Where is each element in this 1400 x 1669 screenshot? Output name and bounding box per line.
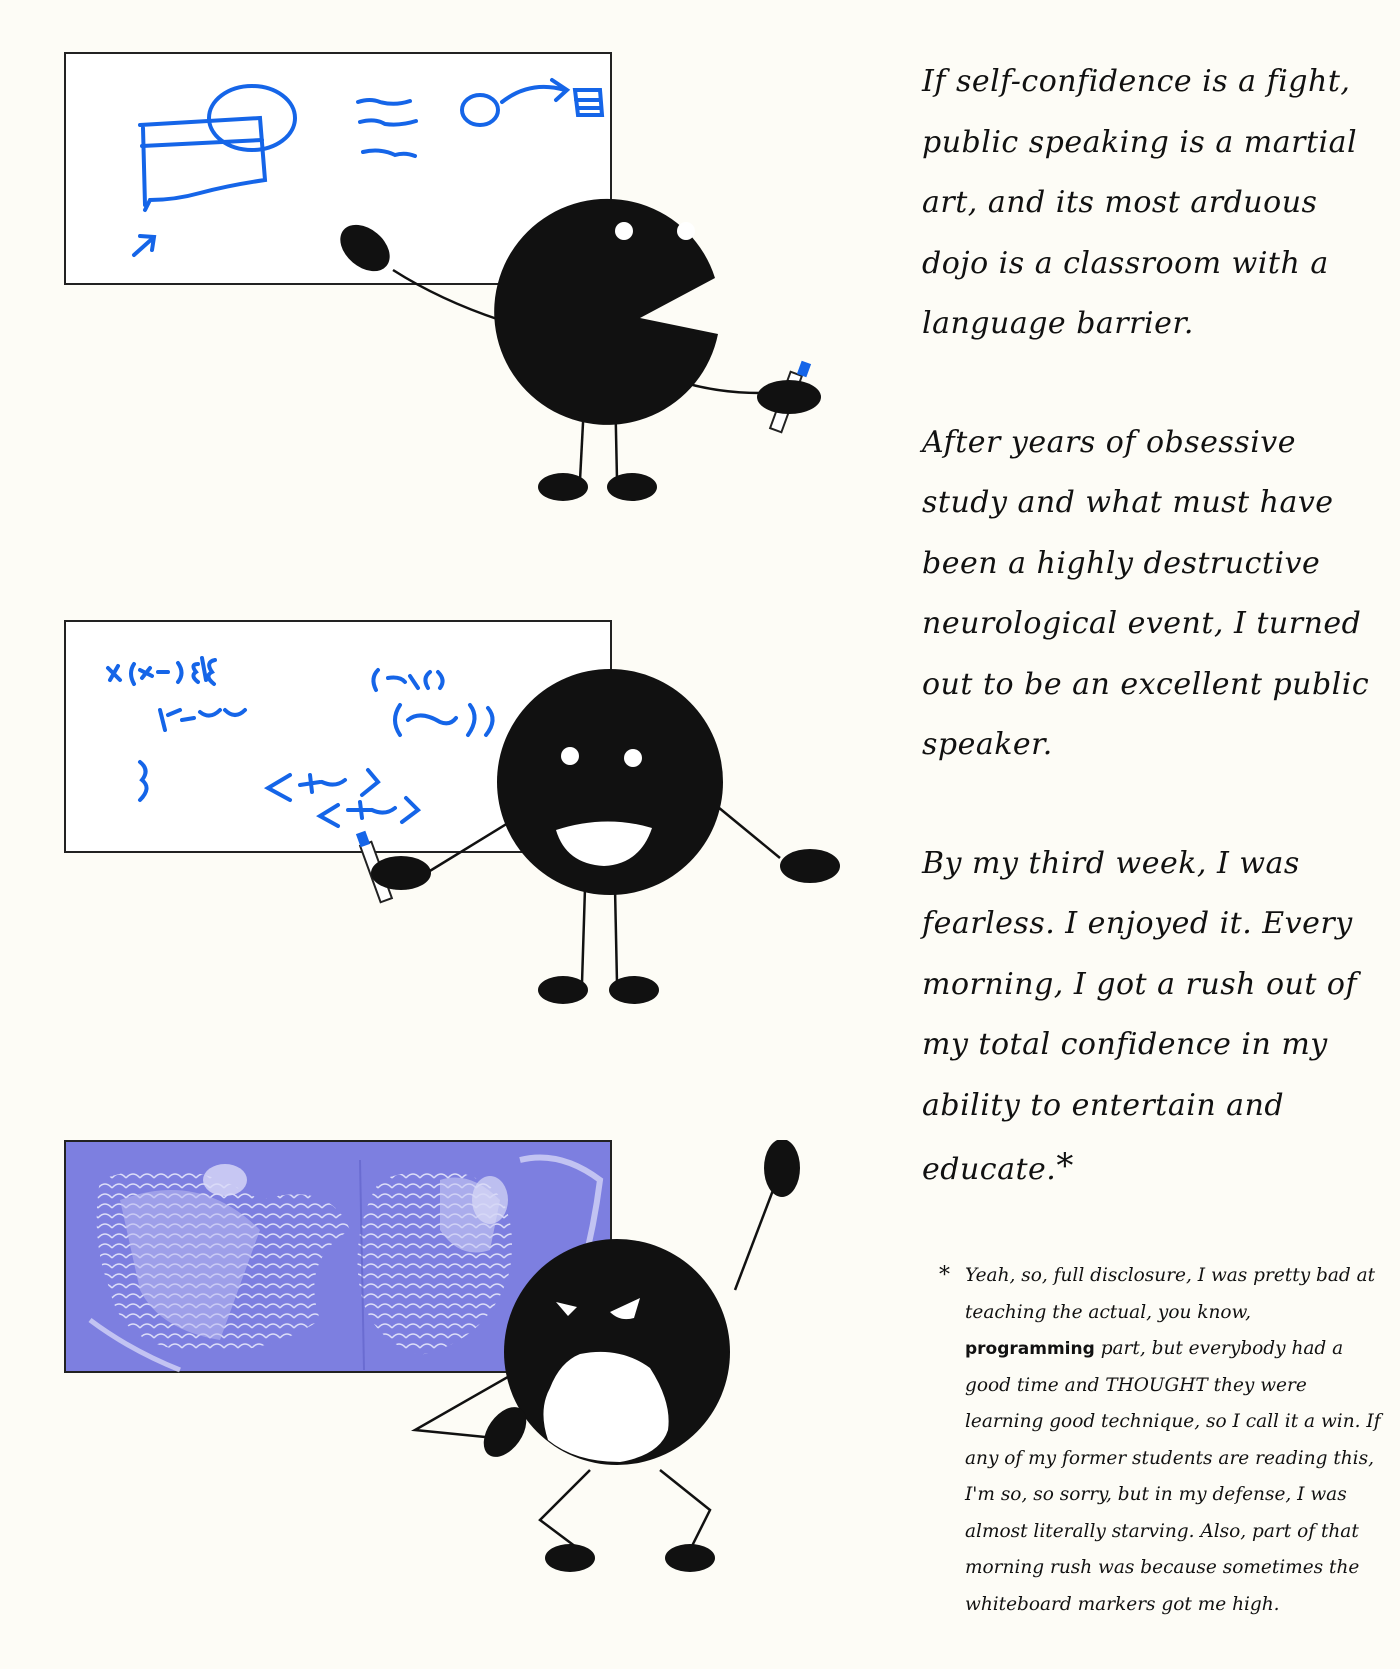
character-2-hand-right	[780, 849, 840, 883]
character-1-foot-right	[607, 473, 657, 501]
footnote-bold-word: programming	[965, 1339, 1095, 1359]
narrative-paragraph-2: After years of obsessive study and what must have been a highly destructive neurological event, I turned out to be an excellent public speaker.	[922, 424, 1370, 762]
footnote-text-end: part, but everybody had a good time and THOUGHT they were learning good technique, so I call it a win. If any of my former students are reading this, I'm so, so sorry, but in my defense, I was almost literally starving. Also, part of that morning rush was because sometimes the whiteboard markers got me high.	[965, 1338, 1381, 1615]
narrative-paragraph-3-text: By my third week, I was fearless. I enjoyed it. Every morning, I got a rush out of my total confidence in my ability to entertain and educate.	[922, 845, 1358, 1187]
character-1-eye-right	[677, 222, 695, 240]
character-3-shouting-mouth	[543, 1352, 668, 1462]
narrative-paragraph-1: If self-confidence is a fight, public speaking is a martial art, and its most arduous dojo is a classroom with a language barrier.	[922, 64, 1358, 341]
panel-3-drawing	[0, 1140, 860, 1669]
character-3-foot-right	[665, 1544, 715, 1572]
character-3-foot-left	[545, 1544, 595, 1572]
narrative-paragraph-3	[922, 834, 1382, 1201]
character-2-eye-left	[561, 747, 579, 765]
footnote	[939, 1258, 1385, 1623]
footnote-reference: *	[1056, 1146, 1074, 1186]
panel-1-drawing	[0, 0, 860, 540]
narrative-column	[922, 52, 1382, 1201]
character-2-hand-left	[371, 856, 431, 890]
comic-panel-2	[0, 560, 860, 1120]
character-1-foot-left	[538, 473, 588, 501]
comic-panel-3	[0, 1140, 860, 1669]
panel-2-drawing	[0, 560, 860, 1120]
character-3-fist-raised	[764, 1140, 800, 1197]
footnote-marker: *	[939, 1263, 950, 1288]
character-1-hand-right	[757, 380, 821, 414]
character-2-eye-right	[624, 749, 642, 767]
character-2-foot-left	[538, 976, 588, 1004]
footnote-text-start: Yeah, so, full disclosure, I was pretty bad at teaching the actual, you know,	[965, 1265, 1376, 1323]
character-1-eye-left	[615, 222, 633, 240]
character-2-foot-right	[609, 976, 659, 1004]
comic-panel-1	[0, 0, 860, 540]
